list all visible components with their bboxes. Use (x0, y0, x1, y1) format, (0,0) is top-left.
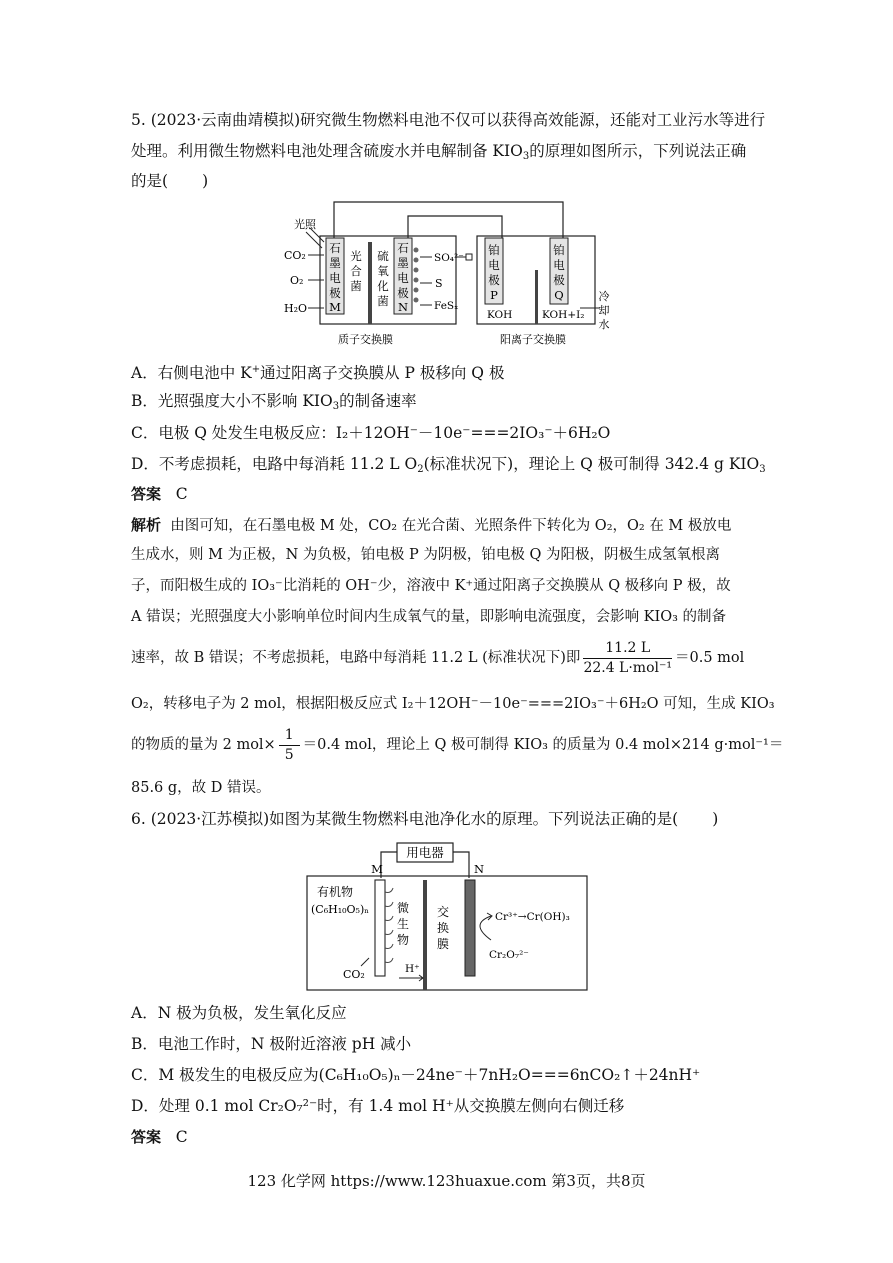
svg-text:换: 换 (436, 921, 450, 935)
fig1-light-label: 光照 (294, 218, 316, 231)
fig1-electrode-q (553, 243, 565, 302)
svg-text:石: 石 (329, 241, 341, 255)
svg-text:菌: 菌 (350, 279, 362, 293)
svg-text:生: 生 (396, 917, 410, 931)
q6-option-b: B．电池工作时，N 极附近溶液 pH 减小 (131, 1035, 412, 1053)
svg-text:墨: 墨 (329, 256, 341, 270)
svg-text:水: 水 (598, 318, 610, 331)
svg-text:交: 交 (436, 905, 450, 919)
svg-text:墨: 墨 (397, 256, 409, 270)
svg-text:合: 合 (350, 264, 362, 278)
q5-option-a: A．右侧电池中 K+通过阳离子交换膜从 P 极移向 Q 极 (131, 364, 505, 382)
q5-stem-line2: 处理。利用微生物燃料电池处理含硫废水并电解制备 $KIO_3$的原理如图所示，下列说法正确 (131, 142, 747, 162)
svg-text:光: 光 (350, 249, 362, 263)
fig1-bacteria-photosynthetic (350, 249, 362, 293)
fig2-membrane-label (437, 905, 449, 951)
svg-text:菌: 菌 (377, 294, 389, 308)
svg-text:M: M (329, 300, 341, 314)
svg-text:极: 极 (329, 286, 341, 300)
fig1-co2-label: CO₂ (284, 249, 306, 262)
fig2-cr3-label: Cr³⁺→Cr(OH)₃ (495, 911, 570, 923)
svg-text:却: 却 (598, 304, 610, 317)
q5-explanation-line4: A 错误；光照强度大小影响单位时间内生成氧气的量，即影响电流强度，会影响 KIO₃ 的制备 (131, 609, 727, 625)
q6-option-a: A．N 极为负极，发生氧化反应 (131, 1004, 347, 1022)
svg-text:电: 电 (329, 271, 341, 285)
svg-text:铂: 铂 (553, 243, 565, 257)
fig2-microbe-label (397, 900, 409, 947)
q5-explanation-line6: O₂，转移电子为 2 mol，根据阳极反应式 I₂＋12OH⁻－10e⁻===2IO₃⁻＋6H₂O 可知，生成 KIO₃ (131, 696, 775, 712)
svg-text:微: 微 (396, 901, 410, 915)
svg-text:电: 电 (397, 271, 409, 285)
q5-explanation-line2: 生成水，则 M 为正极，N 为负极，铂电极 P 为阴极，铂电极 Q 为阳极，阴极生成氢氧根离 (131, 547, 720, 563)
svg-text:冷: 冷 (598, 290, 610, 303)
fraction-molar-volume: $\frac{11.2 L}{\text{22.4 L·mol⁻¹}}$ (583, 639, 672, 676)
q6-option-d: D．处理 0.1 mol Cr₂O₇²⁻时，有 1.4 mol H⁺从交换膜左侧向右侧迁移 (131, 1097, 625, 1115)
q6-figure-cell (303, 840, 591, 996)
fig1-bacteria-sulfur (377, 249, 389, 308)
svg-text:极: 极 (553, 273, 565, 287)
q5-explanation-line8: 85.6 g，故 D 错误。 (131, 780, 271, 796)
q5-explanation-line3: 子，而阳极生成的 IO₃⁻比消耗的 OH⁻少，溶液中 K⁺通过阳离子交换膜从 Q 极移向 P 极，故 (131, 578, 731, 594)
fig1-o2-label: O₂ (290, 274, 304, 287)
q5-option-b: B．光照强度大小不影响 $KIO_3$的制备速率 (131, 392, 417, 412)
q5-explanation-line1: 解析 由图可知，在石墨电极 M 处，CO₂ 在光合菌、光照条件下转化为 O₂，O₂ 在 M 极放电 (131, 516, 732, 534)
svg-text:膜: 膜 (436, 937, 450, 951)
q5-figure-cells (280, 200, 620, 352)
q5-explanation-line5: 速率，故 B 错误；不考虑损耗，电路中每消耗 11.2 L (标准状况下)即 $\frac{11.2 L}{\text{22.4 L·mol⁻¹}}$ ＝0.5 mol (131, 639, 745, 676)
svg-text:化: 化 (377, 279, 389, 293)
svg-text:电: 电 (488, 258, 500, 272)
page-footer: 123 化学网 https://www.123huaxue.com 第3页，共8页 (247, 1172, 646, 1190)
fig1-koh-i2-label: KOH+I₂ (542, 309, 585, 321)
q5-stem-line1: 5. (2023·云南曲靖模拟)研究微生物燃料电池不仅可以获得高效能源，还能对工业污水等进行 (131, 111, 766, 129)
svg-text:铂: 铂 (488, 243, 500, 257)
fraction-one-fifth: $\frac{1}{5}$ (279, 726, 300, 765)
fig1-cooling-water (599, 289, 610, 331)
svg-text:极: 极 (397, 286, 409, 300)
fig1-electrode-n (397, 241, 409, 314)
q5-explanation-line7: 的物质的量为 2 mol× $\frac{1}{5}$ ＝0.4 mol，理论上 Q 极可制得 KIO₃ 的质量为 0.4 mol×214 g·mol⁻¹＝ (131, 726, 784, 763)
svg-text:物: 物 (396, 933, 410, 947)
q5-option-d: D．不考虑损耗，电路中每消耗 11.2 L $O_2$(标准状况下)，理论上 Q 极可制得 342.4 g $KIO_3$ (131, 455, 766, 475)
svg-text:P: P (490, 288, 498, 302)
q5-option-c: C．电极 Q 处发生电极反应：I₂＋12OH⁻－10e⁻===2IO₃⁻＋6H₂O (131, 424, 611, 442)
fig2-cr2o7-label: Cr₂O₇²⁻ (489, 949, 529, 961)
fig2-formula-label: (C₆H₁₀O₅)ₙ (311, 903, 370, 916)
fig2-h-label: H⁺ (405, 963, 420, 975)
fig2-m-label: M (371, 862, 383, 876)
q5-answer: 答案 C (131, 485, 188, 503)
fig1-cation-membrane-label: 阳离子交换膜 (500, 333, 566, 346)
fig1-s-label: S (435, 277, 443, 290)
fig2-device-label: 用电器 (406, 845, 444, 860)
q6-stem: 6. (2023·江苏模拟)如图为某微生物燃料电池净化水的原理。下列说法正确的是( ) (131, 810, 719, 828)
q6-option-c: C．M 极发生的电极反应为(C₆H₁₀O₅)ₙ－24ne⁻＋7nH₂O===6nCO₂↑＋24nH⁺ (131, 1066, 701, 1084)
fig2-co2-label: CO₂ (343, 968, 365, 981)
q5-stem-line3: 的是( ) (131, 172, 209, 190)
fig1-proton-membrane-label: 质子交换膜 (338, 333, 393, 346)
fig2-organic-label: 有机物 (317, 885, 354, 899)
svg-text:N: N (397, 300, 409, 314)
fig2-n-label: N (473, 862, 485, 876)
svg-text:氧: 氧 (377, 264, 389, 278)
fig1-electrode-m (329, 241, 341, 314)
fig1-h2o-label: H₂O (284, 302, 308, 315)
svg-text:硫: 硫 (377, 249, 389, 263)
fig1-koh-label: KOH (487, 309, 513, 321)
svg-text:极: 极 (488, 273, 500, 287)
svg-text:Q: Q (554, 288, 564, 302)
svg-text:石: 石 (397, 241, 409, 255)
svg-text:电: 电 (553, 258, 565, 272)
fig1-fes-label: FeSₓ (434, 300, 459, 312)
fig1-so4-label: SO₄²⁻ (434, 252, 464, 264)
q6-answer: 答案 C (131, 1128, 188, 1146)
